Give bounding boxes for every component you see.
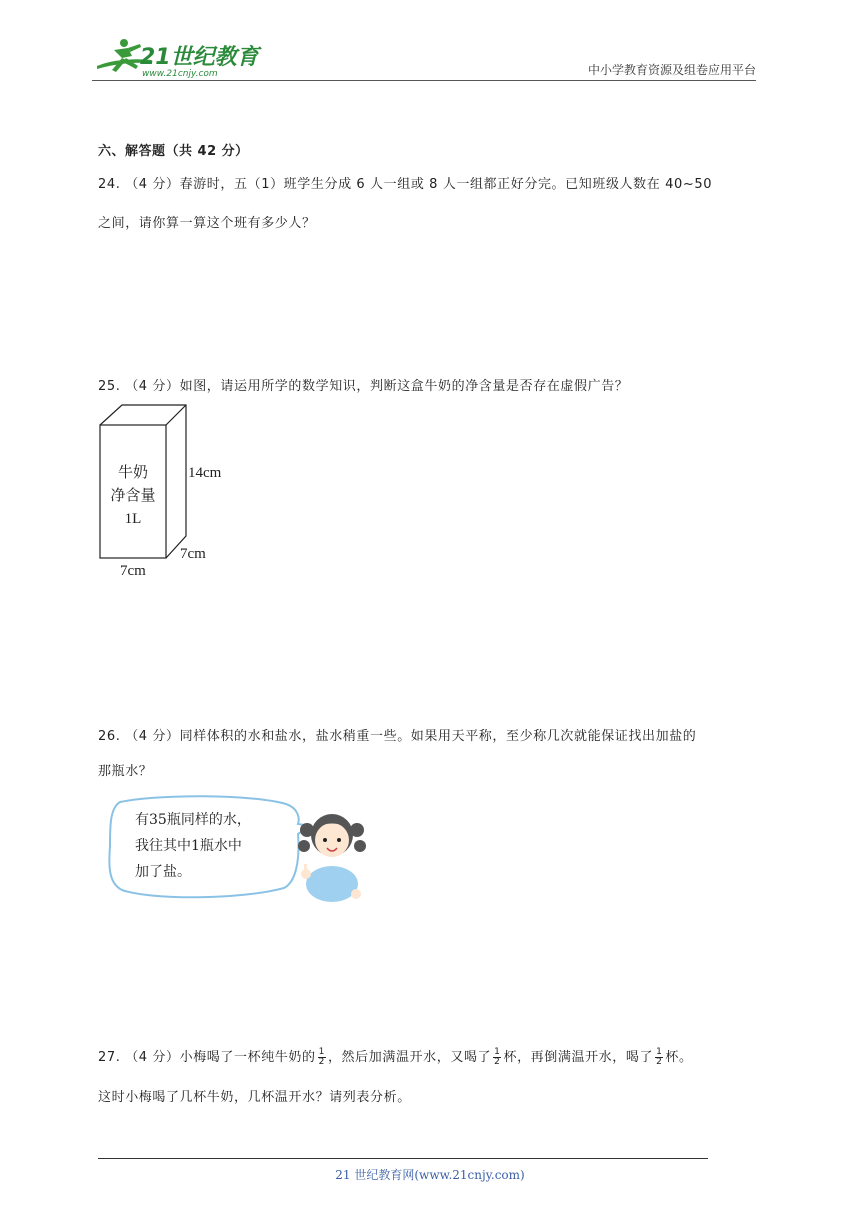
box-label-milk: 牛奶	[117, 463, 149, 481]
fraction-numerator: 1	[494, 1047, 501, 1057]
q25-line1: 25. （4 分）如图，请运用所学的数学知识，判断这盒牛奶的净含量是否存在虚假广告？	[98, 379, 629, 394]
box-label-net-content: 净含量	[110, 486, 156, 504]
fraction-half	[493, 1048, 501, 1067]
logo-url: www.21cnjy.com	[142, 69, 218, 79]
q27-part4: 杯。	[665, 1050, 693, 1065]
footer-divider	[98, 1158, 708, 1159]
bubble-line1: 有35瓶同样的水，	[135, 812, 251, 828]
girl-illustration	[298, 814, 366, 902]
bubble-line2: 我往其中1瓶水中	[135, 838, 242, 854]
q27-line1	[98, 1046, 693, 1067]
fraction-half	[655, 1048, 663, 1067]
header-divider	[92, 80, 756, 81]
q26-line2: 那瓶水？	[98, 764, 153, 779]
fraction-denominator: 2	[318, 1057, 325, 1067]
fraction-denominator: 2	[656, 1057, 663, 1067]
q27-part2: ，然后加满温开水，又喝了	[327, 1050, 492, 1065]
dim-depth: 7cm	[180, 546, 206, 562]
fraction-numerator: 1	[656, 1047, 663, 1057]
bubble-line3: 加了盐。	[135, 864, 191, 880]
q24-line2: 之间，请你算一算这个班有多少人？	[98, 216, 316, 231]
header-platform-text: 中小学教育资源及组卷应用平台	[587, 63, 756, 77]
box-side-edges	[100, 405, 186, 558]
box-label-volume: 1L	[124, 511, 142, 527]
site-logo	[92, 36, 262, 80]
fraction-numerator: 1	[318, 1047, 325, 1057]
footer-link[interactable]: 21 世纪教育网(www.21cnjy.com)	[335, 1168, 525, 1182]
fraction-half	[318, 1048, 326, 1067]
q27-line2: 这时小梅喝了几杯牛奶，几杯温开水？请列表分析。	[98, 1090, 411, 1105]
girl-speech-figure	[100, 790, 370, 905]
dim-height: 14cm	[188, 465, 222, 481]
logo-text: 21世纪教育	[140, 45, 259, 70]
q26-line1: 26. （4 分）同样体积的水和盐水，盐水稍重一些。如果用天平称，至少称几次就能保证找出加盐的	[98, 729, 697, 744]
q24-line1: 24. （4 分）春游时，五（1）班学生分成 6 人一组或 8 人一组都正好分完。已知班级人数在 40~50	[98, 177, 713, 192]
q27-part1: 27. （4 分）小梅喝了一杯纯牛奶的	[98, 1050, 316, 1065]
q27-part3: 杯，再倒满温开水，喝了	[503, 1050, 654, 1065]
milk-box-figure	[92, 400, 242, 584]
dim-width: 7cm	[120, 563, 146, 579]
section-title: 六、解答题（共 42 分）	[98, 144, 249, 159]
fraction-denominator: 2	[494, 1057, 501, 1067]
